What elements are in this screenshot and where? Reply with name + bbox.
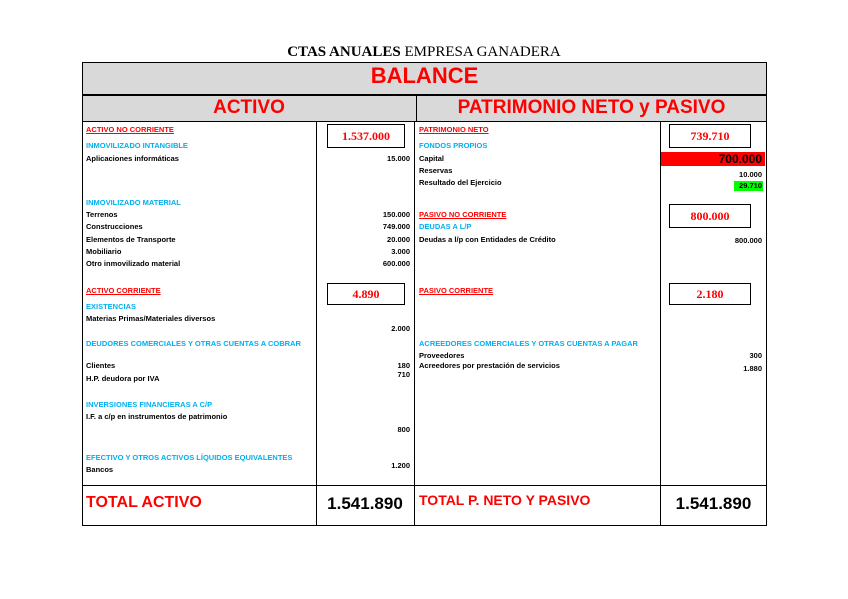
item-materias-primas: Materias Primas/Materiales diversos [86,314,216,323]
item-capital: Capital [419,154,445,163]
patrimonio-neto-total: 739.710 [669,124,751,148]
deudores-label: DEUDORES COMERCIALES Y OTRAS CUENTAS A COBRAR [86,339,301,348]
activo-heading: ACTIVO [213,97,285,118]
existencias-label: EXISTENCIAS [86,302,137,311]
pasivo-no-corriente-label: PASIVO NO CORRIENTE [419,210,507,219]
value-aplicaciones-informaticas: 15.000 [387,154,410,163]
item-hp-deudora-iva: H.P. deudora por IVA [86,374,160,383]
inversiones-label: INVERSIONES FINANCIERAS A C/P [86,400,213,409]
pasivo-no-corriente-total: 800.000 [669,204,751,228]
value-clientes: 180 [397,361,410,370]
item-resultado-ejercicio: Resultado del Ejercicio [419,178,502,187]
item-otro-inmovilizado: Otro inmovilizado material [86,259,181,268]
value-terrenos: 150.000 [382,210,410,219]
value-hp-deudora-iva: 710 [397,370,410,379]
activo-corriente-total: 4.890 [327,283,405,305]
document-title: CTAS ANUALES EMPRESA GANADERA [287,44,561,60]
center-divider [414,121,415,526]
value-otro-inmovilizado: 600.000 [382,259,410,268]
totals-divider-2 [414,485,415,526]
item-elementos-transporte: Elementos de Transporte [86,235,176,244]
item-construcciones: Construcciones [86,222,143,231]
total-activo-label: TOTAL ACTIVO [86,494,202,511]
value-acreedores-servicios: 1.880 [743,364,762,373]
item-clientes: Clientes [86,361,116,370]
total-pasivo-label: TOTAL P. NETO Y PASIVO [419,492,591,508]
deudas-lp-label: DEUDAS A L/P [419,222,472,231]
pasivo-value-divider [660,121,661,526]
value-elementos-transporte: 20.000 [387,235,410,244]
inmovilizado-intangible-label: INMOVILIZADO INTANGIBLE [86,141,188,150]
value-materias-primas: 2.000 [391,324,410,333]
value-if-cp-patrimonio: 800 [397,425,410,434]
pasivo-corriente-total: 2.180 [669,283,751,305]
acreedores-label: ACREEDORES COMERCIALES Y OTRAS CUENTAS A PAGAR [419,339,638,348]
inmovilizado-material-label: INMOVILIZADO MATERIAL [86,198,181,207]
value-resultado-ejercicio: 29.710 [734,181,763,191]
item-aplicaciones-informaticas: Aplicaciones informáticas [86,154,179,163]
value-reservas: 10.000 [739,170,762,179]
item-if-cp-patrimonio: I.F. a c/p en instrumentos de patrimonio [86,412,228,421]
fondos-propios-label: FONDOS PROPIOS [419,141,488,150]
value-capital: 700.000 [661,152,765,166]
value-deudas-entidades-credito: 800.000 [734,236,762,245]
item-bancos: Bancos [86,465,114,474]
item-proveedores: Proveedores [419,351,465,360]
total-pasivo-value: 1.541.890 [675,494,752,513]
patrimonio-neto-label: PATRIMONIO NETO [419,125,489,134]
value-construcciones: 749.000 [382,222,410,231]
item-terrenos: Terrenos [86,210,118,219]
activo-corriente-label: ACTIVO CORRIENTE [86,286,161,295]
balance-body-frame [82,121,767,486]
activo-no-corriente-total: 1.537.000 [327,124,405,148]
pasivo-corriente-label: PASIVO CORRIENTE [419,286,494,295]
value-bancos: 1.200 [391,461,410,470]
activo-value-divider [316,121,317,526]
item-mobiliario: Mobiliario [86,247,122,256]
activo-no-corriente-label: ACTIVO NO CORRIENTE [86,125,174,134]
value-mobiliario: 3.000 [391,247,410,256]
value-proveedores: 300 [749,351,762,360]
balance-heading: BALANCE [370,63,479,88]
item-deudas-entidades-credito: Deudas a l/p con Entidades de Crédito [419,235,556,244]
efectivo-label: EFECTIVO Y OTROS ACTIVOS LÍQUIDOS EQUIVALENTES [86,453,293,462]
total-activo-value: 1.541.890 [327,494,403,513]
item-reservas: Reservas [419,166,453,175]
item-acreedores-servicios: Acreedores por prestación de servicios [419,361,560,370]
pasivo-heading: PATRIMONIO NETO y PASIVO [457,97,726,118]
